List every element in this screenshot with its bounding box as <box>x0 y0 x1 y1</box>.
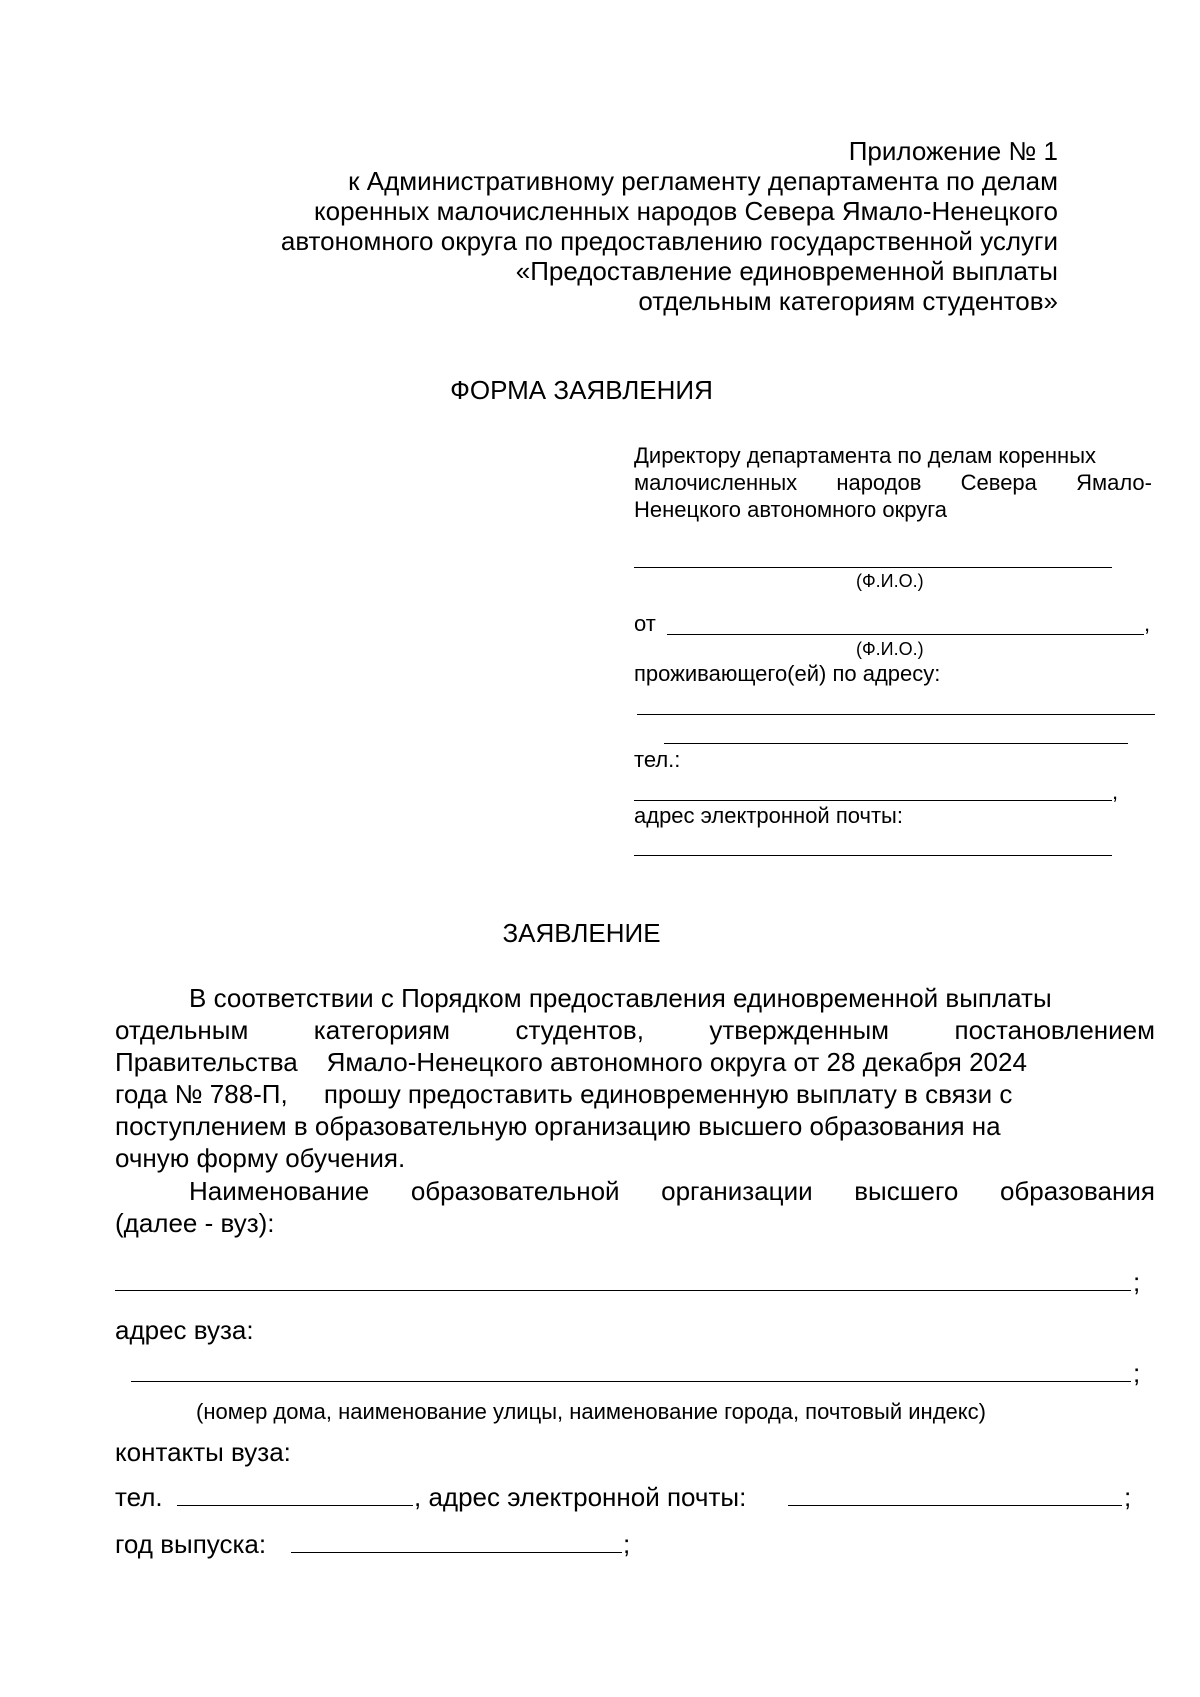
fio-caption-2: (Ф.И.О.) <box>856 639 924 659</box>
address-blank-1 <box>637 714 1155 715</box>
body-word: категориям <box>313 1015 451 1045</box>
semicolon: ; <box>623 1529 631 1559</box>
addressee-word: Севера <box>960 470 1037 495</box>
graduation-year-blank <box>291 1552 622 1553</box>
body-line-8: (далее - вуз): <box>115 1208 275 1238</box>
semicolon: ; <box>1133 1358 1141 1388</box>
body-line-4: года № 788-П, прошу предоставить единовременную выплату в связи с <box>115 1079 1013 1109</box>
addressee-line-3: Ненецкого автономного округа <box>634 497 948 522</box>
university-name-blank <box>115 1290 1131 1291</box>
body-line-7 <box>189 1175 1155 1207</box>
email-label: адрес электронной почты: <box>634 803 903 828</box>
header-line-4: автономного округа по предоставлению государственной услуги <box>280 226 1058 256</box>
header-line-6: отдельным категориям студентов» <box>638 286 1058 316</box>
body-word: высшего <box>854 1176 959 1206</box>
form-title: ФОРМА ЗАЯВЛЕНИЯ <box>450 375 713 405</box>
body-line-6: очную форму обучения. <box>115 1143 406 1173</box>
semicolon: ; <box>1124 1482 1132 1512</box>
body-word: постановлением <box>954 1015 1155 1045</box>
body-word: образовательной <box>410 1176 620 1206</box>
header-line-2: к Административному регламенту департамента по делам <box>348 166 1058 196</box>
statement-title: ЗАЯВЛЕНИЕ <box>502 918 661 948</box>
director-fio-blank <box>634 567 1112 568</box>
header-line-5: «Предоставление единовременной выплаты <box>515 256 1058 286</box>
body-word: Наименование <box>189 1176 370 1206</box>
body-line-5: поступлением в образовательную организацию высшего образования на <box>115 1111 1001 1141</box>
header-line-1: Приложение № 1 <box>848 136 1058 166</box>
tel-label: тел. <box>115 1482 163 1512</box>
applicant-fio-blank <box>667 634 1144 635</box>
semicolon: ; <box>1133 1267 1141 1297</box>
graduation-year-label: год выпуска: <box>115 1529 267 1559</box>
body-word: утвержденным <box>709 1015 890 1045</box>
university-phone-blank <box>177 1505 413 1506</box>
addressee-line-1: Директору департамента по делам коренных <box>634 443 1097 468</box>
body-line-2 <box>115 1014 1155 1046</box>
body-word: образования <box>999 1176 1155 1206</box>
body-word: организации <box>661 1176 813 1206</box>
university-email-label: , адрес электронной почты: <box>414 1482 747 1512</box>
body-line-1: В соответствии с Порядком предоставления единовременной выплаты <box>189 983 1052 1013</box>
addressee-word: малочисленных <box>634 470 798 495</box>
addressee-line-2 <box>634 469 1152 496</box>
residing-label: проживающего(ей) по адресу: <box>634 661 941 686</box>
from-label: от <box>634 611 656 636</box>
fio-caption: (Ф.И.О.) <box>856 571 924 591</box>
addressee-word: Ямало- <box>1076 470 1152 495</box>
phone-comma: , <box>1112 779 1119 804</box>
header-line-3: коренных малочисленных народов Севера Ямало-Ненецкого <box>313 196 1058 226</box>
phone-label: тел.: <box>634 747 681 772</box>
address-caption: (номер дома, наименование улицы, наименование города, почтовый индекс) <box>196 1399 986 1424</box>
address-blank-2 <box>664 743 1128 744</box>
from-comma: , <box>1144 611 1151 636</box>
body-line-3: Правительства Ямало-Ненецкого автономного округа от 28 декабря 2024 <box>115 1047 1027 1077</box>
body-word: студентов, <box>515 1015 644 1045</box>
addressee-word: народов <box>836 470 922 495</box>
body-word: отдельным <box>115 1015 249 1045</box>
email-blank <box>634 855 1112 856</box>
university-address-blank <box>131 1381 1131 1382</box>
university-address-label: адрес вуза: <box>115 1315 254 1345</box>
university-email-blank <box>788 1505 1122 1506</box>
contacts-label: контакты вуза: <box>115 1437 291 1467</box>
phone-blank <box>634 800 1112 801</box>
